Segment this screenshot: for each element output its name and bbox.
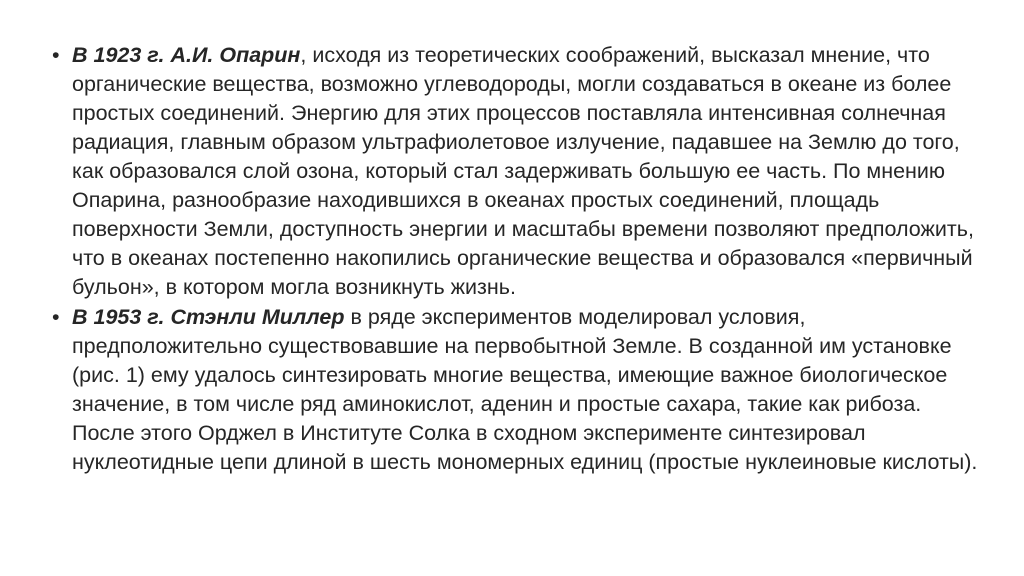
bullet-text-miller: в ряде экспериментов моделировал условия, предположительно существовавшие на первобытной Земле. В созданной им установке (рис. 1) ему удалось синтезировать многие вещества, имеющие важное биологическое значение, в том числе ряд аминокислот, аденин и простые сахара, такие как рибоза. После этого Орджел в Институте Солка в сходном эксперименте синтезировал нуклеотидные цепи длиной в шесть мономерных единиц (простые нуклеиновые кислоты).: [72, 305, 978, 474]
bullet-marker: •: [52, 305, 60, 329]
bullet-list: [52, 41, 984, 477]
bullet-marker: •: [52, 43, 60, 67]
bullet-lead-miller: В 1953 г. Стэнли Миллер: [72, 305, 345, 329]
bullet-item-miller: [52, 303, 984, 477]
bullet-text-oparin: , исходя из теоретических соображений, высказал мнение, что органические вещества, возможно углеводороды, могли создаваться в океане из более простых соединений. Энергию для этих процессов поставляла интенсивная солнечная радиация, главным образом ультрафиолетовое излучение, падавшее на Землю до того, как образовался слой озона, который стал задерживать большую ее часть. По мнению Опарина, разнообразие находившихся в океанах простых соединений, площадь поверхности Земли, доступность энергии и масштабы времени позволяют предположить, что в океанах постепенно накопились органические вещества и образовался «первичный бульон», в котором могла возникнуть жизнь.: [72, 43, 974, 299]
bullet-lead-oparin: В 1923 г. А.И. Опарин: [72, 43, 301, 67]
bullet-item-oparin: [52, 41, 984, 302]
